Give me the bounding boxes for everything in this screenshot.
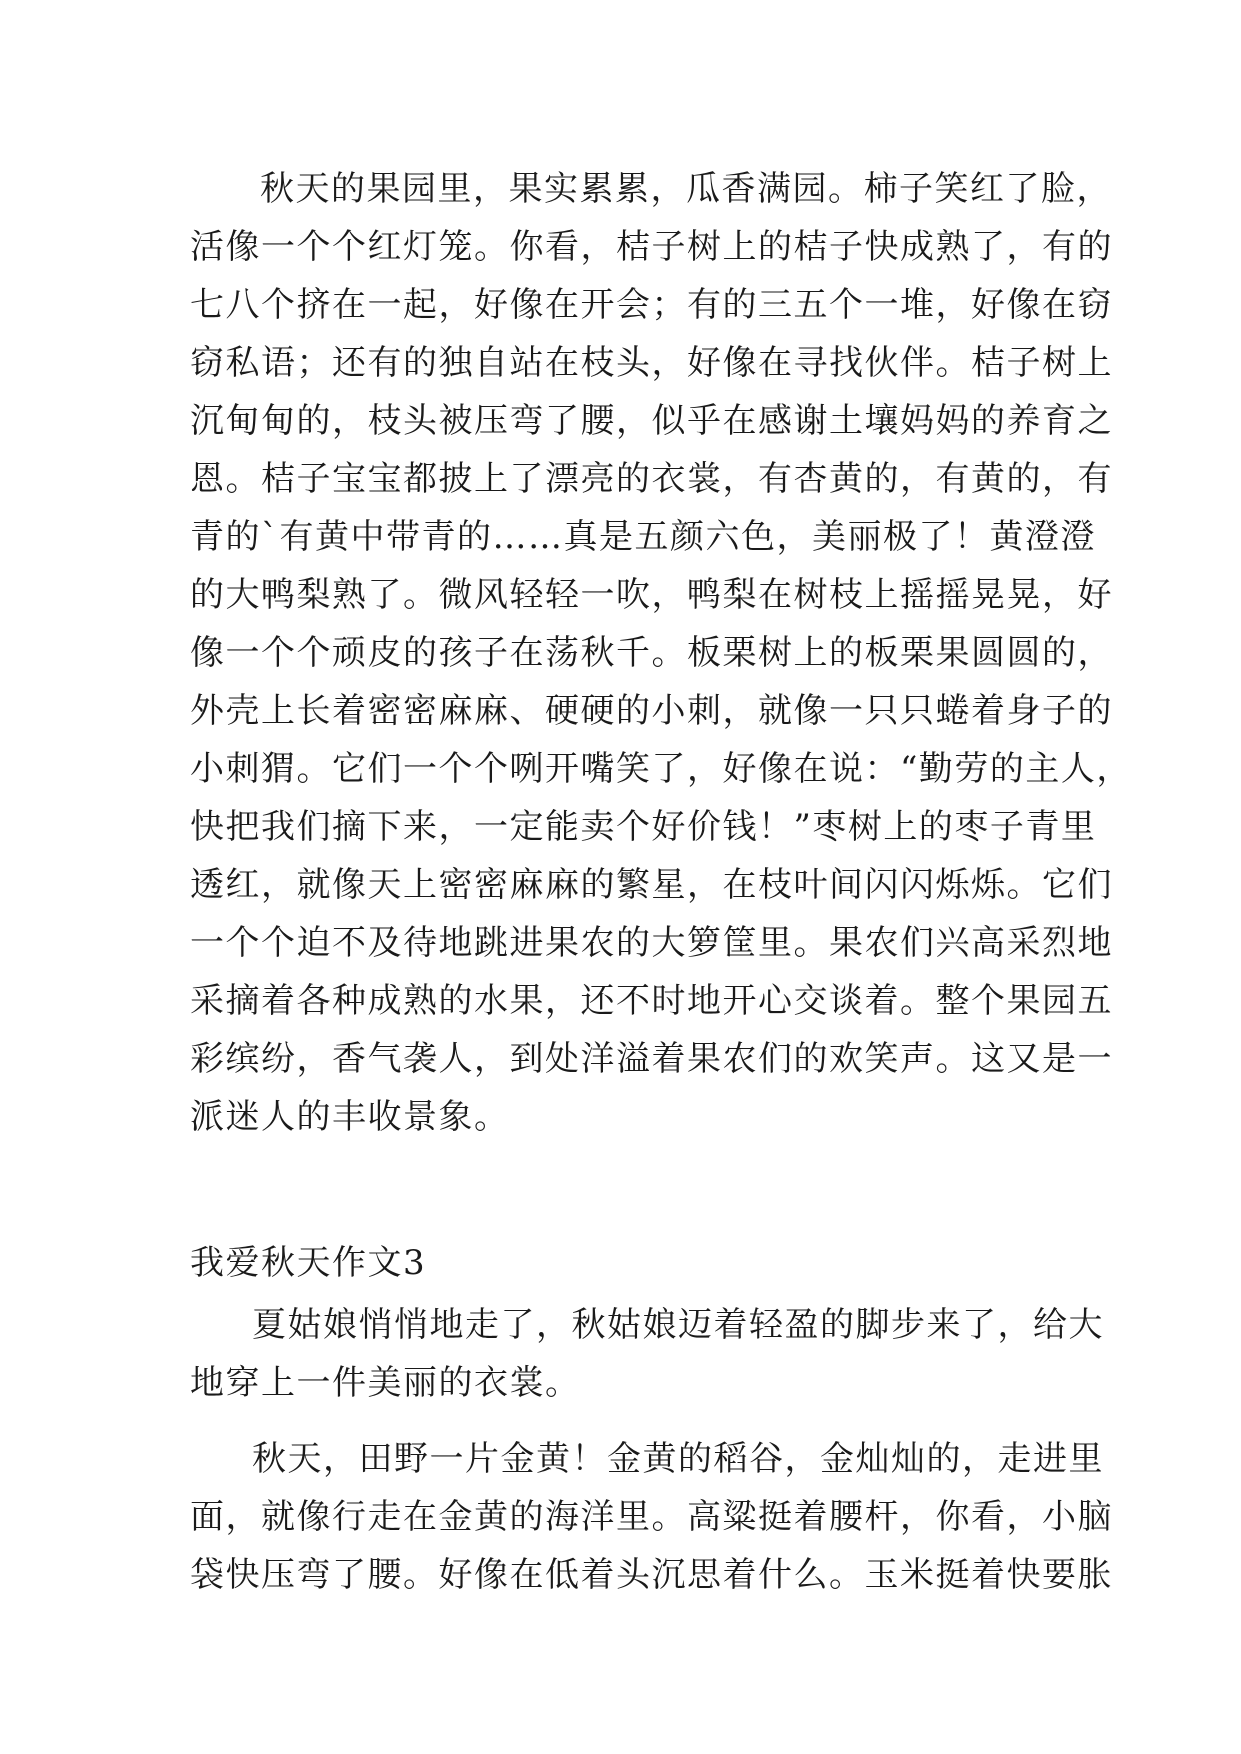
text-line: 派迷人的丰收景象。 (190, 1097, 510, 1137)
text-line: 像一个个顽皮的孩子在荡秋千。板栗树上的板栗果圆圆的， (190, 633, 1113, 673)
paragraph-golden-fields (190, 1430, 1113, 1604)
text-line: 恩。桔子宝宝都披上了漂亮的衣裳，有杏黄的，有黄的，有 (190, 459, 1113, 499)
text-line: 地穿上一件美丽的衣裳。 (190, 1363, 581, 1403)
text-line: 透红，就像天上密密麻麻的繁星，在枝叶间闪闪烁烁。它们 (190, 865, 1113, 905)
paragraph-fruit-orchard (190, 160, 1132, 1204)
text-line: 窃私语；还有的独自站在枝头，好像在寻找伙伴。桔子树上 (190, 343, 1113, 383)
text-line: 面，就像行走在金黄的海洋里。高粱挺着腰杆，你看，小脑 (190, 1497, 1113, 1537)
text-line: 沉甸甸的，枝头被压弯了腰，似乎在感谢土壤妈妈的养育之 (190, 401, 1113, 441)
text-line: 秋天，田野一片金黄！金黄的稻谷，金灿灿的，走进里 (252, 1439, 1104, 1479)
paragraph-autumn-arrives (190, 1296, 1104, 1412)
document-page (190, 160, 1132, 1604)
text-line: 采摘着各种成熟的水果，还不时地开心交谈着。整个果园五 (190, 981, 1113, 1021)
text-line: 外壳上长着密密麻麻、硬硬的小刺，就像一只只蜷着身子的 (190, 691, 1113, 731)
text-line: 一个个迫不及待地跳进果农的大箩筐里。果农们兴高采烈地 (190, 923, 1113, 963)
text-line: 夏姑娘悄悄地走了，秋姑娘迈着轻盈的脚步来了，给大 (252, 1305, 1104, 1345)
text-line: 活像一个个红灯笼。你看，桔子树上的桔子快成熟了，有的 (190, 227, 1113, 267)
text-line: 七八个挤在一起，好像在开会；有的三五个一堆，好像在窃 (190, 285, 1113, 325)
text-line: 快把我们摘下来，一定能卖个好价钱！”枣树上的枣子青里 (190, 807, 1097, 847)
text-line: 秋天的果园里，果实累累，瓜香满园。柿子笑红了脸， (260, 169, 1112, 209)
text-line: 小刺猬。它们一个个咧开嘴笑了，好像在说：“勤劳的主人， (190, 749, 1132, 789)
text-line: 的大鸭梨熟了。微风轻轻一吹，鸭梨在树枝上摇摇晃晃，好 (190, 575, 1113, 615)
section-heading: 我爱秋天作文3 (190, 1243, 427, 1283)
text-line: 彩缤纷，香气袭人，到处洋溢着果农们的欢笑声。这又是一 (190, 1039, 1113, 1079)
text-line: 袋快压弯了腰。好像在低着头沉思着什么。玉米挺着快要胀 (190, 1555, 1113, 1595)
text-line: 青的`有黄中带青的……真是五颜六色，美丽极了！黄澄澄 (190, 517, 1096, 557)
